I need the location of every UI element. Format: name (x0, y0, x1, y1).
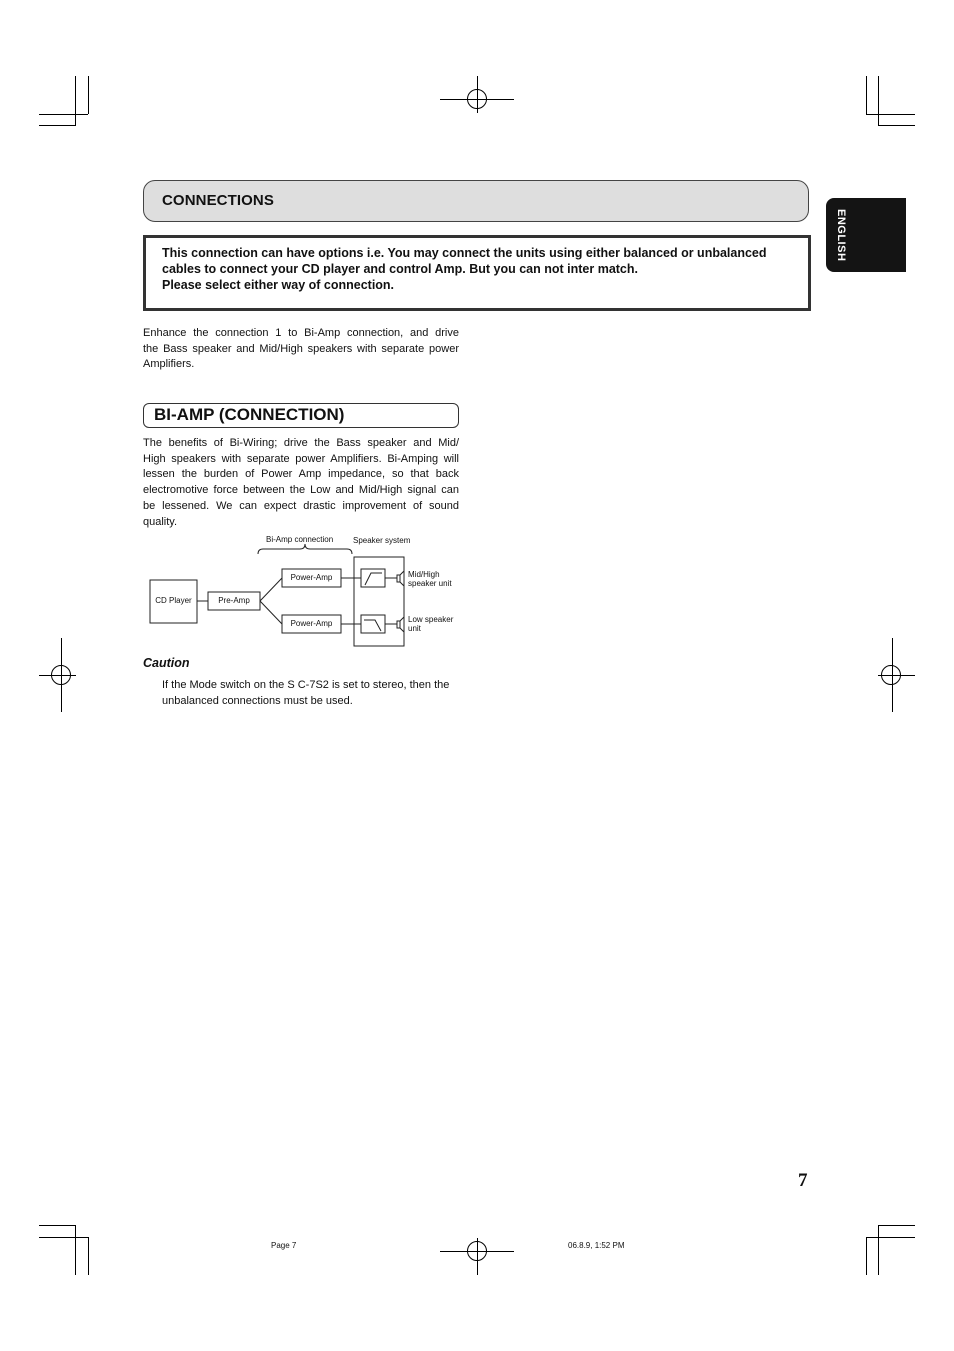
mid-high-line: Mid/High (408, 570, 440, 579)
intro-line: Amplifiers. (143, 358, 195, 371)
intro-line: the Bass speaker and Mid/High speakers with separate power (143, 342, 459, 355)
intro-paragraph (143, 326, 459, 373)
biamp-line: The benefits of Bi-Wiring; drive the Bass speaker and Mid/ (143, 437, 459, 449)
speaker-system-box (354, 557, 404, 646)
page-number: 7 (798, 1170, 808, 1191)
language-tab-label: ENGLISH (835, 208, 847, 262)
mid-high-line: speaker unit (408, 579, 452, 588)
power-amp-top-box (282, 569, 341, 587)
cd-player-label: CD Player (155, 596, 192, 605)
section-title: CONNECTIONS (162, 192, 274, 209)
mid-high-speaker-icon (397, 571, 404, 586)
notice-line: This connection can have options i.e. You may connect the units using either balanced or unbalanced (162, 246, 767, 260)
pre-amp-box (208, 592, 260, 610)
mid-high-speaker-label (408, 570, 452, 588)
biamp-line: be lessened. We can expect drastic improvement of sound (143, 499, 459, 512)
footer-timestamp: 06.8.9, 1:52 PM (568, 1241, 625, 1250)
notice-line: cables to connect your CD player and control Amp. But you can not inter match. (162, 262, 638, 276)
intro-line: Enhance the connection 1 to Bi-Amp connection, and drive (143, 327, 459, 339)
low-line: Low speaker (408, 615, 454, 624)
lowpass-filter-box (361, 615, 385, 633)
caution-line: unbalanced connections must be used. (162, 695, 353, 707)
footer-page-label: Page 7 (271, 1241, 297, 1250)
biamp-connection-label: Bi-Amp connection (266, 535, 334, 544)
speaker-system-label: Speaker system (353, 536, 411, 545)
low-speaker-icon (397, 617, 404, 632)
power-amp-top-label: Power-Amp (290, 573, 333, 582)
biamp-line: lessen the burden of Power Amp impedance, so that back (143, 468, 459, 481)
power-amp-bottom-box (282, 615, 341, 633)
low-line: unit (408, 624, 421, 633)
low-speaker-label (408, 615, 453, 633)
cd-player-box (150, 580, 197, 623)
highpass-filter-box (361, 569, 385, 587)
notice-line: Please select either way of connection. (162, 278, 395, 292)
pre-amp-label: Pre-Amp (218, 596, 250, 605)
biamp-line: quality. (143, 515, 178, 528)
biamp-line: electromotive force between the Low and Mid/High signal can (143, 484, 459, 497)
biamp-bracket (258, 544, 352, 554)
caution-text (162, 677, 460, 709)
biamp-line: High speakers with separate power Amplifiers. Bi-Amping will (143, 452, 459, 465)
power-amp-bottom-label: Power-Amp (290, 619, 333, 628)
biamp-paragraph (143, 436, 459, 530)
biamp-title: BI-AMP (CONNECTION) (154, 405, 345, 424)
caution-line: If the Mode switch on the S C-7S2 is set to stereo, then the (162, 679, 450, 691)
caution-title: Caution (143, 656, 190, 670)
